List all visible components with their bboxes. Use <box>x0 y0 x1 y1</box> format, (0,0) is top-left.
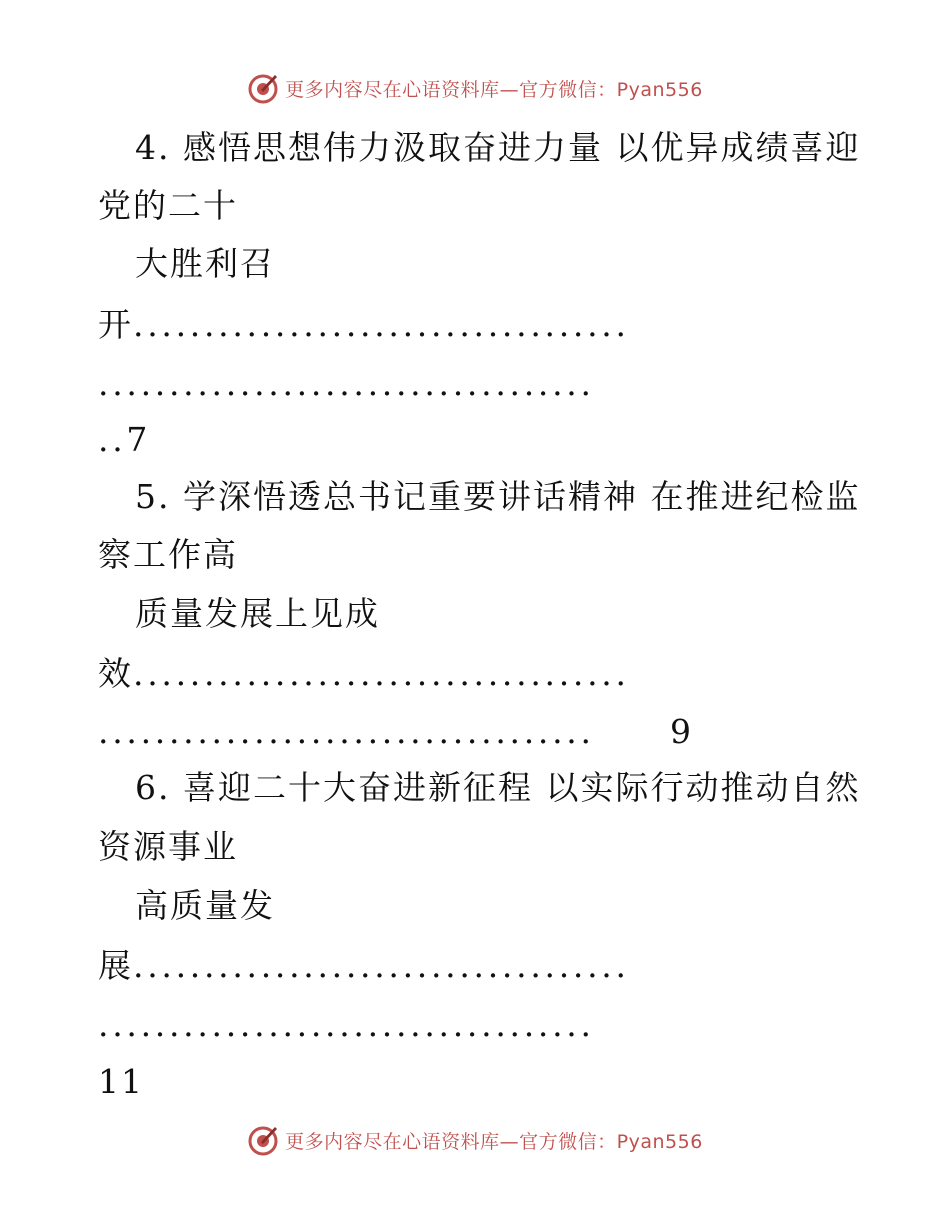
toc-entry-5-last-word: 效 <box>98 654 133 693</box>
toc-entry-4-page: ..7 <box>98 420 152 459</box>
toc-entry-4-last-word: 开 <box>98 305 133 344</box>
quill-pen-logo-icon <box>247 72 279 104</box>
toc-entry-6-page: 11 <box>98 1062 144 1101</box>
toc-entry-4-title-line3: 大胜利召 <box>135 244 275 283</box>
toc-entry-6-dots-a: ................................... <box>133 946 630 985</box>
toc-entry-4-dots-b: ................................... <box>98 364 595 403</box>
toc-entry-4-title-line2: 党的二十 <box>98 186 238 225</box>
toc-entry-4-leader-line1 <box>98 305 630 345</box>
toc-entry-4-page-number <box>98 420 151 460</box>
toc-entry-5-dots-b: ................................... <box>98 712 595 751</box>
toc-entry-4-dots-a: ................................... <box>133 305 630 344</box>
toc-entry-6-dots-b: ................................... <box>98 1005 595 1044</box>
toc-entry-4-title-line1: 4. 感悟思想伟力汲取奋进力量 以优异成绩喜迎 <box>135 128 861 167</box>
toc-entry-6-title-line2: 资源事业 <box>98 827 238 866</box>
toc-entry-5-page: 9 <box>670 712 693 751</box>
toc-entry-6-title-line3: 高质量发 <box>135 886 275 925</box>
toc-entry-5-title-line3: 质量发展上见成 <box>135 594 380 633</box>
toc-entry-6-title-line1: 6. 喜迎二十大奋进新征程 以实际行动推动自然 <box>135 768 861 807</box>
toc-entry-5-dots-a: ................................... <box>133 654 630 693</box>
toc-entry-6-last-word: 展 <box>98 946 133 985</box>
toc-entry-5-title-line1: 5. 学深悟透总书记重要讲话精神 在推进纪检监 <box>135 477 861 516</box>
watermark-text: 更多内容尽在心语资料库—官方微信：Pyan556 <box>285 78 703 101</box>
watermark-text: 更多内容尽在心语资料库—官方微信：Pyan556 <box>285 1130 703 1153</box>
toc-entry-5-title-line2: 察工作高 <box>98 535 238 574</box>
toc-entry-5-leader-line1 <box>98 654 630 694</box>
toc-entry-5-leader-line2 <box>98 712 693 752</box>
quill-pen-logo-icon <box>247 1124 279 1156</box>
footer-watermark <box>0 1120 950 1160</box>
toc-entry-6-leader-line1 <box>98 946 630 986</box>
header-watermark <box>0 68 950 108</box>
